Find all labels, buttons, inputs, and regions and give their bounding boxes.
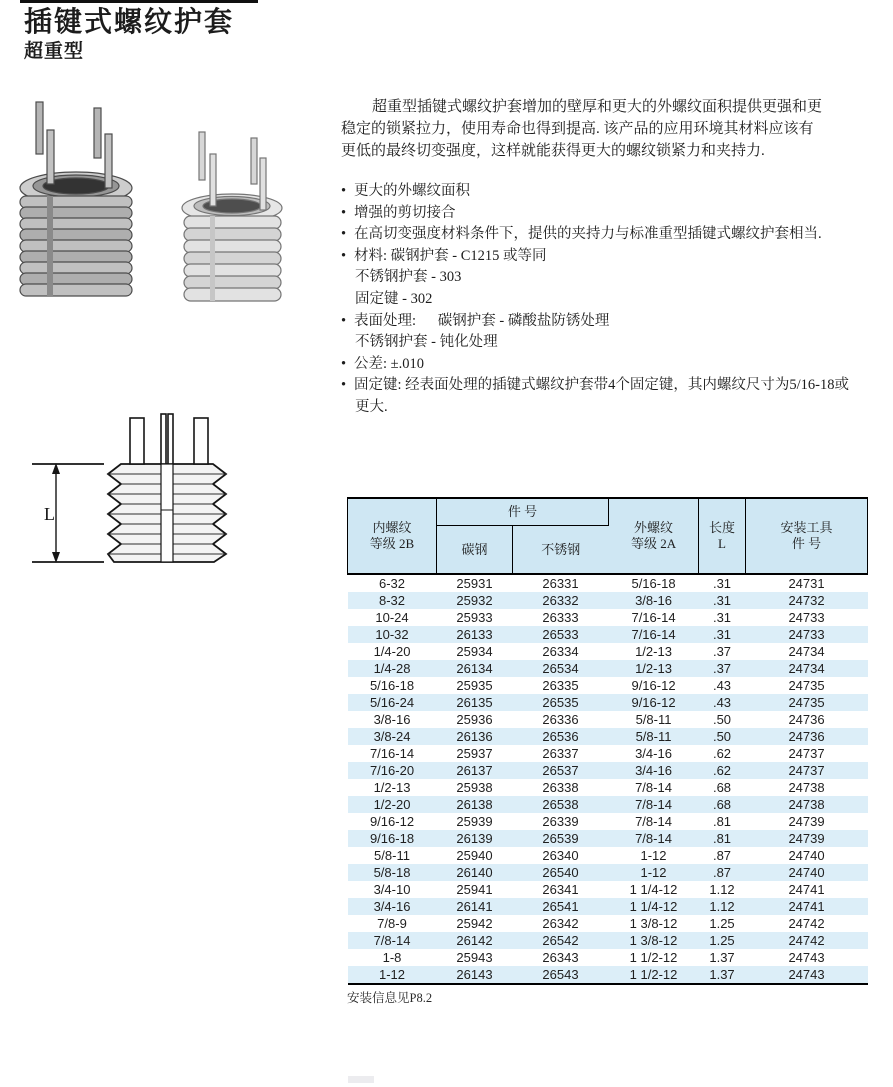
table-cell: 26336 [542, 712, 579, 727]
table-cell: 9/16-12 [369, 814, 415, 829]
table-cell: 1/4-20 [373, 644, 411, 659]
table-cell: 24736 [788, 712, 825, 727]
table-cell: 25941 [456, 882, 493, 897]
table-cell: 24736 [788, 729, 825, 744]
table-cell: 24742 [788, 933, 825, 948]
table-cell: 7/8-14 [635, 780, 672, 795]
table-cell: 24734 [788, 661, 825, 676]
table-cell: 1.12 [709, 899, 735, 914]
table-cell: 26135 [456, 695, 493, 710]
table-cell: 1/2-20 [373, 797, 411, 812]
table-row [348, 694, 868, 711]
table-row [348, 745, 868, 762]
table-cell: 5/8-11 [374, 848, 410, 863]
table-cell: 26533 [542, 627, 579, 642]
table-cell: .50 [712, 712, 732, 727]
feature-text: 公差: ±.010 [354, 355, 424, 372]
table-cell: 24731 [788, 576, 825, 591]
table-cell: 26340 [542, 848, 579, 863]
table-row [348, 643, 868, 660]
table-row [348, 847, 868, 864]
page-subtitle: 超重型 [24, 41, 85, 62]
table-cell: 25933 [456, 610, 493, 625]
table-cell: 24733 [788, 610, 825, 625]
table-cell: .50 [712, 729, 732, 744]
table-cell: .31 [712, 610, 732, 625]
feature-item [341, 246, 893, 268]
table-cell: 26343 [542, 950, 579, 965]
table-row [348, 609, 868, 626]
table-cell: 26339 [542, 814, 579, 829]
table-row [348, 830, 868, 847]
header-external-thread: 外螺纹 等级 2A [609, 498, 699, 574]
table-row [348, 898, 868, 915]
table-cell: 6-32 [378, 576, 406, 591]
table-cell: 5/16-18 [369, 678, 415, 693]
table-cell: 26142 [456, 933, 493, 948]
table-cell: 26534 [542, 661, 579, 676]
table-cell: 9/16-12 [631, 678, 676, 693]
table-cell: .43 [712, 695, 732, 710]
header-part-number-group: 件 号 [437, 498, 609, 526]
header-stainless-steel: 不锈钢 [513, 526, 609, 575]
table-cell: 26143 [456, 967, 493, 982]
table-cell: 25939 [456, 814, 493, 829]
table-cell: 1/2-13 [373, 780, 411, 795]
table-row [348, 779, 868, 796]
table-row [348, 966, 868, 984]
table-cell: 26542 [542, 933, 579, 948]
table-row [348, 711, 868, 728]
table-cell: 7/8-14 [373, 933, 411, 948]
table-cell: 1-12 [640, 865, 667, 880]
table-cell: 1-12 [378, 967, 406, 982]
table-cell: 26540 [542, 865, 579, 880]
table-cell: .62 [712, 763, 732, 778]
table-cell: 26539 [542, 831, 579, 846]
bullet-icon: • [341, 204, 347, 221]
table-cell: .31 [712, 593, 732, 608]
install-info-footnote: 安装信息见P8.2 [347, 991, 433, 1005]
table-cell: 1 1/2-12 [629, 967, 678, 982]
table-cell: 1 3/8-12 [629, 933, 678, 948]
table-cell: 9/16-18 [369, 831, 415, 846]
scan-artifact [348, 1076, 374, 1083]
table-cell: 24737 [788, 746, 825, 761]
part-number-table [347, 497, 868, 985]
table-cell: 9/16-12 [631, 695, 676, 710]
intro-line: 稳定的锁紧拉力，使用寿命也得到提高. 该产品的应用环境其材料应该有 [341, 121, 814, 137]
table-cell: 26138 [456, 797, 493, 812]
feature-item [341, 311, 893, 333]
table-cell: 7/16-14 [631, 610, 676, 625]
part-number-table-section [347, 497, 869, 1006]
intro-line: 更低的最终切变强度，这样就能获得更大的螺纹锁紧力和夹持力. [341, 143, 765, 159]
table-row [348, 626, 868, 643]
table-cell: 26139 [456, 831, 493, 846]
table-cell: .81 [712, 831, 732, 846]
table-row [348, 677, 868, 694]
page-title: 插键式螺纹护套 [24, 6, 235, 37]
table-cell: 24743 [788, 950, 825, 965]
table-cell: 1.25 [709, 933, 735, 948]
feature-item [341, 203, 893, 225]
table-cell: 5/16-18 [631, 576, 676, 591]
table-cell: 25937 [456, 746, 493, 761]
table-cell: 26537 [542, 763, 579, 778]
carbon-steel-insert-photo [20, 102, 132, 296]
table-cell: 8-32 [378, 593, 406, 608]
table-cell: 24738 [788, 797, 825, 812]
feature-list [341, 181, 893, 419]
table-cell: 25936 [456, 712, 493, 727]
bullet-icon: • [341, 355, 347, 372]
table-cell: 24740 [788, 848, 825, 863]
stainless-steel-insert-photo [182, 132, 282, 301]
table-cell: 25940 [456, 848, 493, 863]
feature-item [341, 354, 893, 376]
table-cell: 24742 [788, 916, 825, 931]
table-row [348, 574, 868, 592]
page-top-rule [20, 0, 258, 3]
table-cell: 26331 [542, 576, 579, 591]
table-cell: .43 [712, 678, 732, 693]
table-body [348, 574, 868, 984]
table-row [348, 660, 868, 677]
table-cell: 26543 [542, 967, 579, 982]
table-cell: 24743 [788, 967, 825, 982]
intro-line: 超重型插键式螺纹护套增加的壁厚和更大的外螺纹面积提供更强和更 [372, 99, 823, 115]
table-cell: 3/4-16 [373, 899, 411, 914]
table-cell: 3/8-24 [373, 729, 411, 744]
table-cell: .31 [712, 627, 732, 642]
table-cell: 10-32 [375, 627, 409, 642]
header-length: 长度 L [699, 498, 746, 574]
intro-paragraph [341, 96, 893, 162]
table-row [348, 796, 868, 813]
table-cell: 25942 [456, 916, 493, 931]
table-cell: 26333 [542, 610, 579, 625]
table-cell: 24733 [788, 627, 825, 642]
feature-text: 固定键: 经表面处理的插键式螺纹护套带4个固定键，其内螺纹尺寸为5/16-18或 [354, 377, 850, 394]
table-cell: 24737 [788, 763, 825, 778]
table-cell: 5/8-11 [635, 729, 672, 744]
table-cell: 7/8-14 [635, 831, 672, 846]
feature-item [341, 375, 893, 397]
table-cell: .87 [712, 865, 732, 880]
table-cell: 25932 [456, 593, 493, 608]
table-cell: 3/8-16 [635, 593, 672, 608]
table-cell: 1-8 [382, 950, 402, 965]
table-cell: 24735 [788, 678, 825, 693]
table-cell: 26541 [542, 899, 579, 914]
table-cell: 24741 [788, 899, 825, 914]
feature-text: 表面处理: 碳钢护套 - 磷酸盐防锈处理 [354, 312, 610, 329]
table-row [348, 949, 868, 966]
table-cell: 26332 [542, 593, 579, 608]
table-cell: .68 [712, 780, 732, 795]
feature-text: 在高切变强度材料条件下，提供的夹持力与标准重型插键式螺纹护套相当. [354, 226, 822, 243]
table-cell: 26536 [542, 729, 579, 744]
table-cell: 25934 [456, 644, 493, 659]
table-cell: 3/4-10 [373, 882, 411, 897]
table-cell: 1.37 [709, 950, 735, 965]
feature-subline: 不锈钢护套 - 303 [355, 269, 462, 286]
bullet-icon: • [341, 377, 347, 394]
table-header [348, 498, 868, 574]
table-cell: 7/8-14 [635, 797, 672, 812]
table-cell: 1/2-13 [635, 661, 672, 676]
table-cell: 26141 [456, 899, 493, 914]
table-cell: 25943 [456, 950, 493, 965]
feature-item [341, 181, 893, 203]
table-cell: 26136 [456, 729, 493, 744]
table-cell: 7/16-14 [369, 746, 415, 761]
table-cell: 24739 [788, 814, 825, 829]
table-cell: 26538 [542, 797, 579, 812]
table-cell: 26535 [542, 695, 579, 710]
table-cell: 24739 [788, 831, 825, 846]
table-row [348, 881, 868, 898]
table-row [348, 592, 868, 609]
table-cell: 5/16-24 [369, 695, 415, 710]
feature-subline: 固定键 - 302 [355, 290, 433, 307]
feature-text: 材料: 碳钢护套 - C1215 或等同 [354, 247, 547, 264]
product-photos [14, 100, 304, 305]
table-cell: 26338 [542, 780, 579, 795]
table-cell: 25938 [456, 780, 493, 795]
table-cell: 26337 [542, 746, 579, 761]
table-cell: 24735 [788, 695, 825, 710]
table-cell: 1/4-28 [373, 661, 411, 676]
bullet-icon: • [341, 226, 347, 243]
table-cell: .62 [712, 746, 732, 761]
table-cell: 1-12 [640, 848, 667, 863]
table-row [348, 813, 868, 830]
table-row [348, 728, 868, 745]
table-row [348, 915, 868, 932]
table-cell: 1 1/4-12 [629, 899, 678, 914]
table-cell: 26334 [542, 644, 579, 659]
feature-text: 更大的外螺纹面积 [354, 183, 470, 199]
table-row [348, 864, 868, 881]
table-cell: 24738 [788, 780, 825, 795]
table-cell: 3/8-16 [373, 712, 411, 727]
feature-subline: 不锈钢护套 - 钝化处理 [355, 334, 498, 351]
table-cell: 5/8-11 [635, 712, 672, 727]
table-cell: .81 [712, 814, 732, 829]
table-cell: 26140 [456, 865, 493, 880]
table-cell: 25935 [456, 678, 493, 693]
table-cell: 7/8-14 [635, 814, 672, 829]
table-cell: .37 [712, 644, 732, 659]
table-cell: 1 1/2-12 [629, 950, 678, 965]
bullet-icon: • [341, 312, 347, 329]
locking-keys [130, 414, 208, 464]
table-cell: 26133 [456, 627, 493, 642]
table-cell: 10-24 [375, 610, 409, 625]
table-cell: 7/16-20 [369, 763, 415, 778]
table-row [348, 932, 868, 949]
bullet-icon: • [341, 247, 347, 264]
feature-text: 增强的剪切接合 [354, 204, 456, 221]
table-cell: 26341 [542, 882, 579, 897]
bullet-icon: • [341, 183, 347, 199]
table-cell: 24741 [788, 882, 825, 897]
table-cell: 1 3/8-12 [629, 916, 678, 931]
table-cell: 24732 [788, 593, 825, 608]
table-cell: 26342 [542, 916, 579, 931]
table-cell: .31 [712, 576, 732, 591]
table-cell: 3/4-16 [635, 763, 672, 778]
table-cell: 1.12 [709, 882, 735, 897]
table-cell: 7/16-14 [631, 627, 676, 642]
table-cell: 26137 [456, 763, 493, 778]
keyway-slot [161, 464, 173, 562]
table-cell: 25931 [456, 576, 493, 591]
table-cell: 26335 [542, 678, 579, 693]
table-row [348, 762, 868, 779]
table-cell: 24740 [788, 865, 825, 880]
header-internal-thread: 内螺纹 等级 2B [348, 498, 437, 574]
table-cell: 1.37 [709, 967, 735, 982]
table-cell: 1/2-13 [635, 644, 672, 659]
table-cell: .87 [712, 848, 732, 863]
table-cell: .68 [712, 797, 732, 812]
table-cell: 24734 [788, 644, 825, 659]
table-cell: .37 [712, 661, 732, 676]
header-carbon-steel: 碳钢 [437, 526, 513, 575]
table-cell: 7/8-9 [377, 916, 407, 931]
feature-subline: 更大. [355, 398, 388, 415]
table-cell: 26134 [456, 661, 493, 676]
dimension-label: L [44, 504, 55, 524]
feature-item [341, 224, 893, 246]
table-cell: 1.25 [709, 916, 735, 931]
dimension-drawing [22, 402, 252, 582]
table-cell: 1 1/4-12 [629, 882, 678, 897]
table-cell: 5/8-18 [373, 865, 411, 880]
table-cell: 3/4-16 [635, 746, 672, 761]
header-install-tool: 安装工具 件 号 [746, 498, 868, 574]
